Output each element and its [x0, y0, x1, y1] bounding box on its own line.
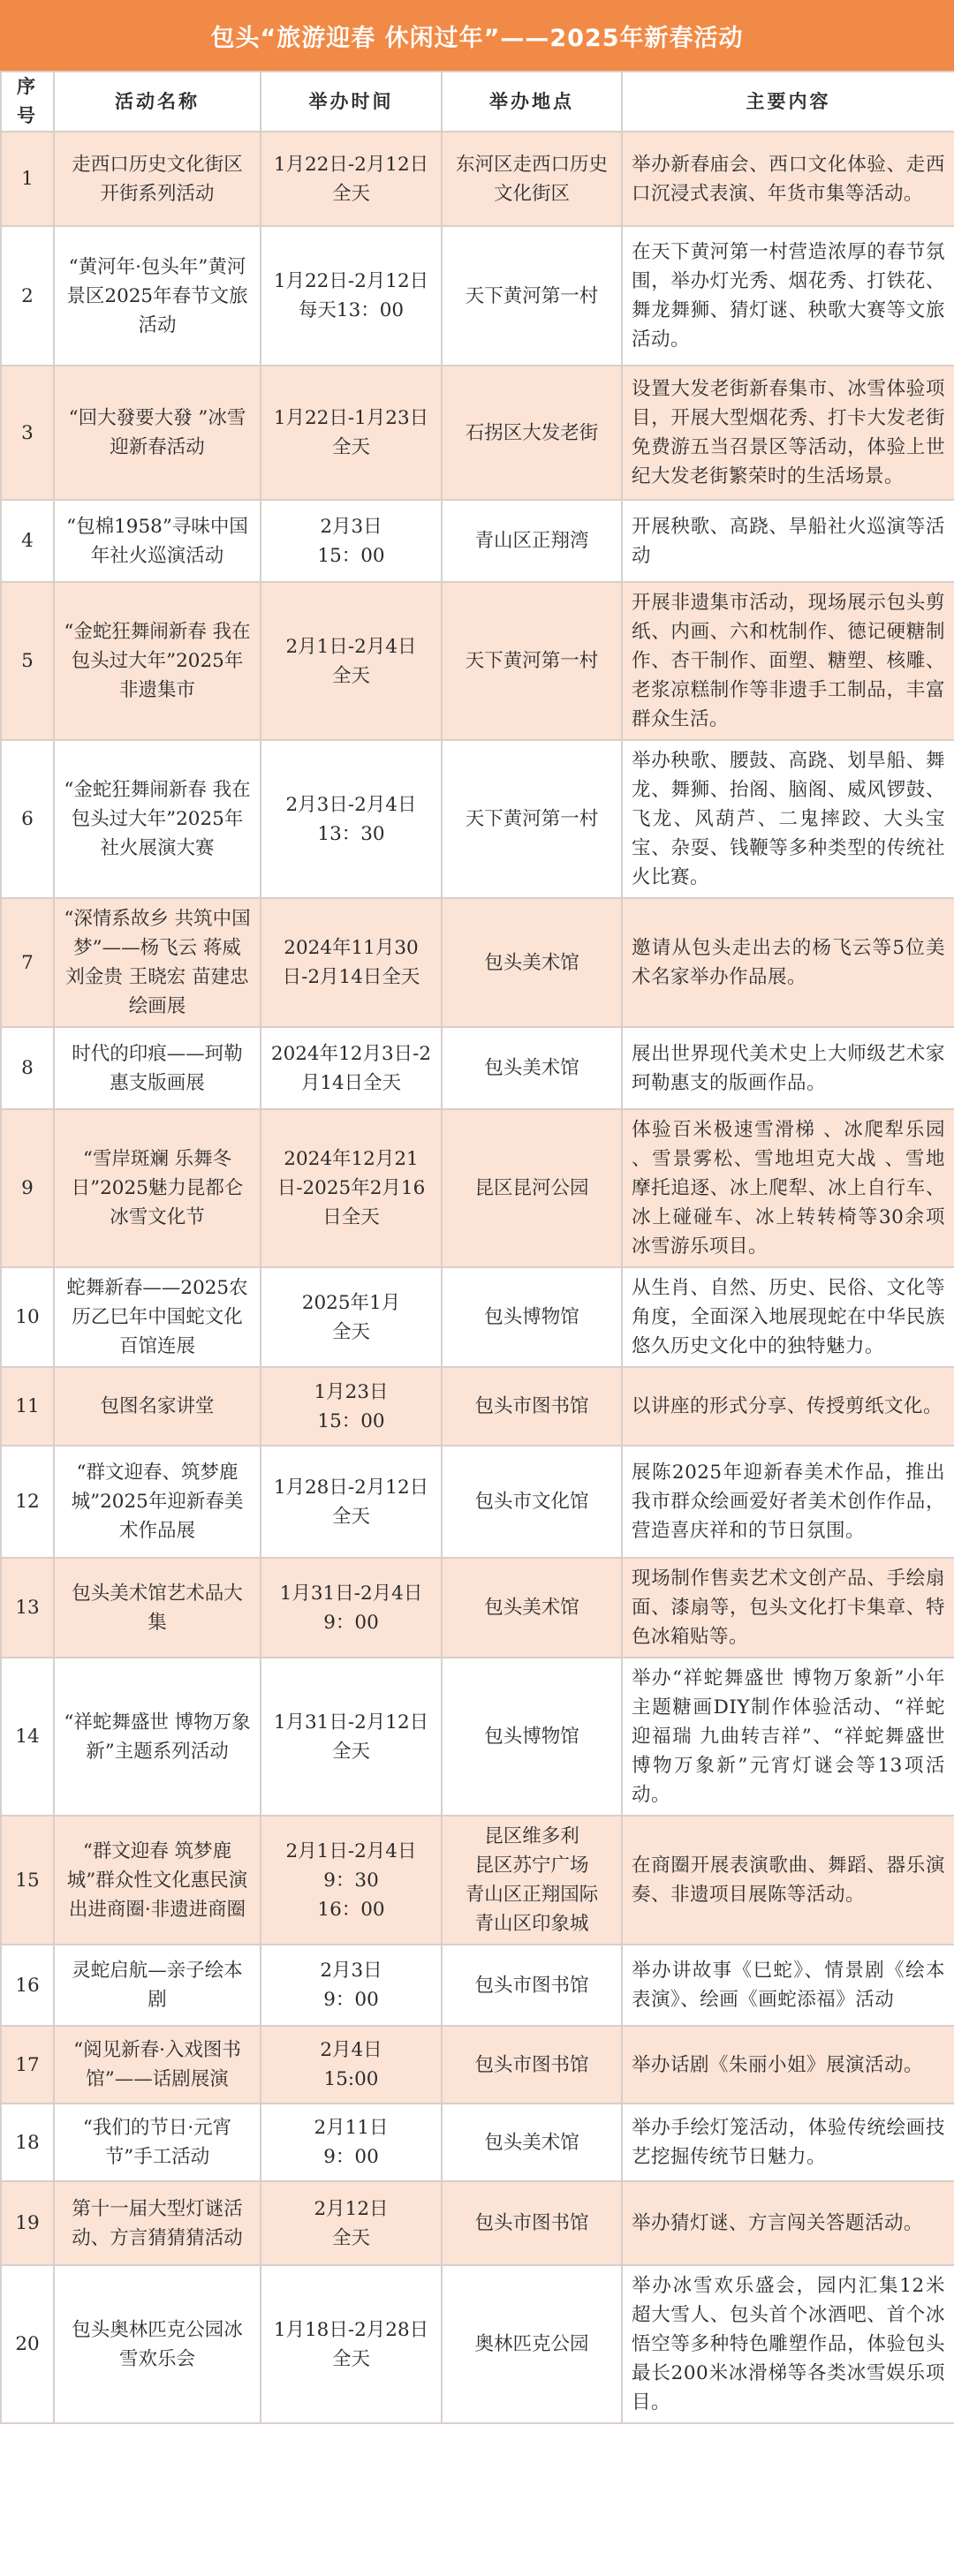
cell-time: 1月31日-2月4日 9：00 [261, 1558, 442, 1658]
cell-place: 包头美术馆 [442, 2104, 622, 2181]
table-row [1, 1267, 954, 1367]
table-row [1, 132, 954, 226]
cell-content: 举办话剧《朱丽小姐》展演活动。 [622, 2026, 954, 2104]
cell-no: 16 [1, 1945, 54, 2026]
cell-content: 举办冰雪欢乐盛会，园内汇集12米超大雪人、包头首个冰酒吧、首个冰悟空等多种特色雕塑作品，体验包头最长200米冰滑梯等各类冰雪娱乐项目。 [622, 2265, 954, 2423]
cell-name: 走西口历史文化街区开街系列活动 [54, 132, 261, 226]
cell-no: 12 [1, 1446, 54, 1558]
cell-place: 包头市图书馆 [442, 1945, 622, 2026]
cell-content: 展陈2025年迎新春美术作品，推出我市群众绘画爱好者美术创作作品，营造喜庆祥和的节日氛围。 [622, 1446, 954, 1558]
cell-content: 从生肖、自然、历史、民俗、文化等角度，全面深入地展现蛇在中华民族悠久历史文化中的独特魅力。 [622, 1267, 954, 1367]
cell-time: 1月22日-1月23日 全天 [261, 366, 442, 500]
cell-content: 开展秧歌、高跷、旱船社火巡演等活动 [622, 500, 954, 582]
cell-place: 昆区昆河公园 [442, 1109, 622, 1267]
cell-no: 4 [1, 500, 54, 582]
cell-place: 天下黄河第一村 [442, 582, 622, 740]
cell-place: 包头博物馆 [442, 1267, 622, 1367]
cell-time: 2024年12月3日-2月14日全天 [261, 1027, 442, 1109]
cell-no: 20 [1, 2265, 54, 2423]
cell-place: 天下黄河第一村 [442, 740, 622, 898]
table-row [1, 1109, 954, 1267]
cell-no: 19 [1, 2181, 54, 2265]
table-row [1, 1558, 954, 1658]
table-row [1, 1027, 954, 1109]
cell-no: 1 [1, 132, 54, 226]
cell-time: 1月22日-2月12日 全天 [261, 132, 442, 226]
cell-content: 以讲座的形式分享、传授剪纸文化。 [622, 1367, 954, 1446]
table-row [1, 2181, 954, 2265]
cell-name: 时代的印痕——珂勒惠支版画展 [54, 1027, 261, 1109]
cell-time: 2月11日 9：00 [261, 2104, 442, 2181]
cell-content: 邀请从包头走出去的杨飞云等5位美术名家举办作品展。 [622, 898, 954, 1027]
cell-content: 举办新春庙会、西口文化体验、走西口沉浸式表演、年货市集等活动。 [622, 132, 954, 226]
table-row [1, 1658, 954, 1816]
cell-place: 包头博物馆 [442, 1658, 622, 1816]
cell-place: 包头美术馆 [442, 898, 622, 1027]
cell-content: 在天下黄河第一村营造浓厚的春节氛围，举办灯光秀、烟花秀、打铁花、舞龙舞狮、猜灯谜、秧歌大赛等文旅活动。 [622, 226, 954, 366]
cell-place: 包头美术馆 [442, 1558, 622, 1658]
cell-content: 现场制作售卖艺术文创产品、手绘扇面、漆扇等，包头文化打卡集章、特色冰箱贴等。 [622, 1558, 954, 1658]
table-body [1, 132, 954, 2423]
table-header [1, 72, 954, 132]
cell-no: 7 [1, 898, 54, 1027]
table-row [1, 582, 954, 740]
cell-time: 2月1日-2月4日 全天 [261, 582, 442, 740]
cell-time: 2月12日 全天 [261, 2181, 442, 2265]
cell-no: 17 [1, 2026, 54, 2104]
cell-place: 东河区走西口历史文化街区 [442, 132, 622, 226]
table-row [1, 1446, 954, 1558]
cell-name: 包头奥林匹克公园冰雪欢乐会 [54, 2265, 261, 2423]
table-row [1, 2104, 954, 2181]
table-row [1, 1816, 954, 1945]
cell-time: 2月3日 15：00 [261, 500, 442, 582]
table-row [1, 2026, 954, 2104]
cell-name: 包头美术馆艺术品大集 [54, 1558, 261, 1658]
cell-content: 举办秧歌、腰鼓、高跷、划旱船、舞龙、舞狮、抬阁、脑阁、威风锣鼓、飞龙、风葫芦、二鬼摔跤、大头宝宝、杂耍、钱鞭等多种类型的传统社火比赛。 [622, 740, 954, 898]
cell-content: 在商圈开展表演歌曲、舞蹈、器乐演奏、非遗项目展陈等活动。 [622, 1816, 954, 1945]
table-row [1, 898, 954, 1027]
cell-no: 14 [1, 1658, 54, 1816]
cell-name: 第十一届大型灯谜活动、方言猜猜猜活动 [54, 2181, 261, 2265]
cell-no: 15 [1, 1816, 54, 1945]
cell-name: “祥蛇舞盛世 博物万象新”主题系列活动 [54, 1658, 261, 1816]
cell-content: 体验百米极速雪滑梯 、冰爬犁乐园 、雪景雾松、雪地坦克大战 、雪地摩托追逐、冰上爬犁、冰上自行车、冰上碰碰车、冰上转转椅等30余项冰雪游乐项目。 [622, 1109, 954, 1267]
cell-name: 包图名家讲堂 [54, 1367, 261, 1446]
cell-content: 开展非遗集市活动，现场展示包头剪纸、内画、六和枕制作、德记硬糖制作、杏干制作、面塑、糖塑、核雕、老浆凉糕制作等非遗手工制品，丰富群众生活。 [622, 582, 954, 740]
cell-time: 2月4日 15:00 [261, 2026, 442, 2104]
cell-name: “雪岸斑斓 乐舞冬日”2025魅力昆都仑冰雪文化节 [54, 1109, 261, 1267]
cell-no: 11 [1, 1367, 54, 1446]
cell-name: “包棉1958”寻味中国年社火巡演活动 [54, 500, 261, 582]
cell-name: “金蛇狂舞闹新春 我在包头过大年”2025年社火展演大赛 [54, 740, 261, 898]
cell-time: 2月3日-2月4日 13：30 [261, 740, 442, 898]
cell-time: 1月23日 15：00 [261, 1367, 442, 1446]
cell-time: 2025年1月 全天 [261, 1267, 442, 1367]
cell-name: “阅见新春·入戏图书馆”——话剧展演 [54, 2026, 261, 2104]
cell-no: 6 [1, 740, 54, 898]
cell-place: 石拐区大发老街 [442, 366, 622, 500]
cell-time: 1月18日-2月28日 全天 [261, 2265, 442, 2423]
header-no: 序号 [1, 72, 54, 132]
cell-content: 举办讲故事《巳蛇》、情景剧《绘本表演》、绘画《画蛇添福》活动 [622, 1945, 954, 2026]
cell-no: 5 [1, 582, 54, 740]
header-row [1, 72, 954, 132]
cell-place: 包头市文化馆 [442, 1446, 622, 1558]
cell-place: 包头市图书馆 [442, 2026, 622, 2104]
cell-no: 18 [1, 2104, 54, 2181]
cell-place: 包头美术馆 [442, 1027, 622, 1109]
cell-content: 举办“祥蛇舞盛世 博物万象新”小年主题糖画DIY制作体验活动、“祥蛇迎福瑞 九曲转吉祥”、“祥蛇舞盛世 博物万象新”元宵灯谜会等13项活动。 [622, 1658, 954, 1816]
cell-time: 2月1日-2月4日 9：30 16：00 [261, 1816, 442, 1945]
table-row [1, 500, 954, 582]
cell-no: 13 [1, 1558, 54, 1658]
header-content: 主要内容 [622, 72, 954, 132]
cell-no: 8 [1, 1027, 54, 1109]
table-row [1, 1367, 954, 1446]
cell-no: 3 [1, 366, 54, 500]
cell-no: 2 [1, 226, 54, 366]
cell-time: 2024年11月30日-2月14日全天 [261, 898, 442, 1027]
cell-no: 10 [1, 1267, 54, 1367]
header-name: 活动名称 [54, 72, 261, 132]
cell-place: 包头市图书馆 [442, 1367, 622, 1446]
cell-place: 奥林匹克公园 [442, 2265, 622, 2423]
cell-name: “回大發要大發 ”冰雪迎新春活动 [54, 366, 261, 500]
cell-content: 举办猜灯谜、方言闯关答题活动。 [622, 2181, 954, 2265]
events-table [0, 71, 954, 2424]
cell-place: 包头市图书馆 [442, 2181, 622, 2265]
page-title: 包头“旅游迎春 休闲过年”——2025年新春活动 [0, 0, 954, 71]
cell-time: 1月31日-2月12日 全天 [261, 1658, 442, 1816]
header-time: 举办时间 [261, 72, 442, 132]
table-row [1, 1945, 954, 2026]
cell-time: 2月3日 9：00 [261, 1945, 442, 2026]
table-row [1, 2265, 954, 2423]
cell-time: 2024年12月21日-2025年2月16日全天 [261, 1109, 442, 1267]
table-row [1, 366, 954, 500]
header-place: 举办地点 [442, 72, 622, 132]
cell-name: “深情系故乡 共筑中国梦”——杨飞云 蒋威 刘金贵 王晓宏 苗建忠绘画展 [54, 898, 261, 1027]
cell-name: 灵蛇启航—亲子绘本剧 [54, 1945, 261, 2026]
cell-time: 1月28日-2月12日 全天 [261, 1446, 442, 1558]
cell-name: 蛇舞新春——2025农历乙巳年中国蛇文化百馆连展 [54, 1267, 261, 1367]
cell-no: 9 [1, 1109, 54, 1267]
cell-place: 青山区正翔湾 [442, 500, 622, 582]
cell-content: 举办手绘灯笼活动，体验传统绘画技艺挖掘传统节日魅力。 [622, 2104, 954, 2181]
cell-name: “群文迎春 筑梦鹿城”群众性文化惠民演出进商圈·非遗进商圈 [54, 1816, 261, 1945]
cell-time: 1月22日-2月12日 每天13：00 [261, 226, 442, 366]
cell-name: “群文迎春、筑梦鹿城”2025年迎新春美术作品展 [54, 1446, 261, 1558]
cell-content: 展出世界现代美术史上大师级艺术家珂勒惠支的版画作品。 [622, 1027, 954, 1109]
table-row [1, 740, 954, 898]
cell-place: 天下黄河第一村 [442, 226, 622, 366]
cell-place: 昆区维多利 昆区苏宁广场 青山区正翔国际 青山区印象城 [442, 1816, 622, 1945]
cell-name: “我们的节日·元宵节”手工活动 [54, 2104, 261, 2181]
cell-name: “黄河年·包头年”黄河景区2025年春节文旅活动 [54, 226, 261, 366]
cell-name: “金蛇狂舞闹新春 我在包头过大年”2025年非遗集市 [54, 582, 261, 740]
table-row [1, 226, 954, 366]
cell-content: 设置大发老街新春集市、冰雪体验项目，开展大型烟花秀、打卡大发老街免费游五当召景区等活动，体验上世纪大发老街繁荣时的生活场景。 [622, 366, 954, 500]
